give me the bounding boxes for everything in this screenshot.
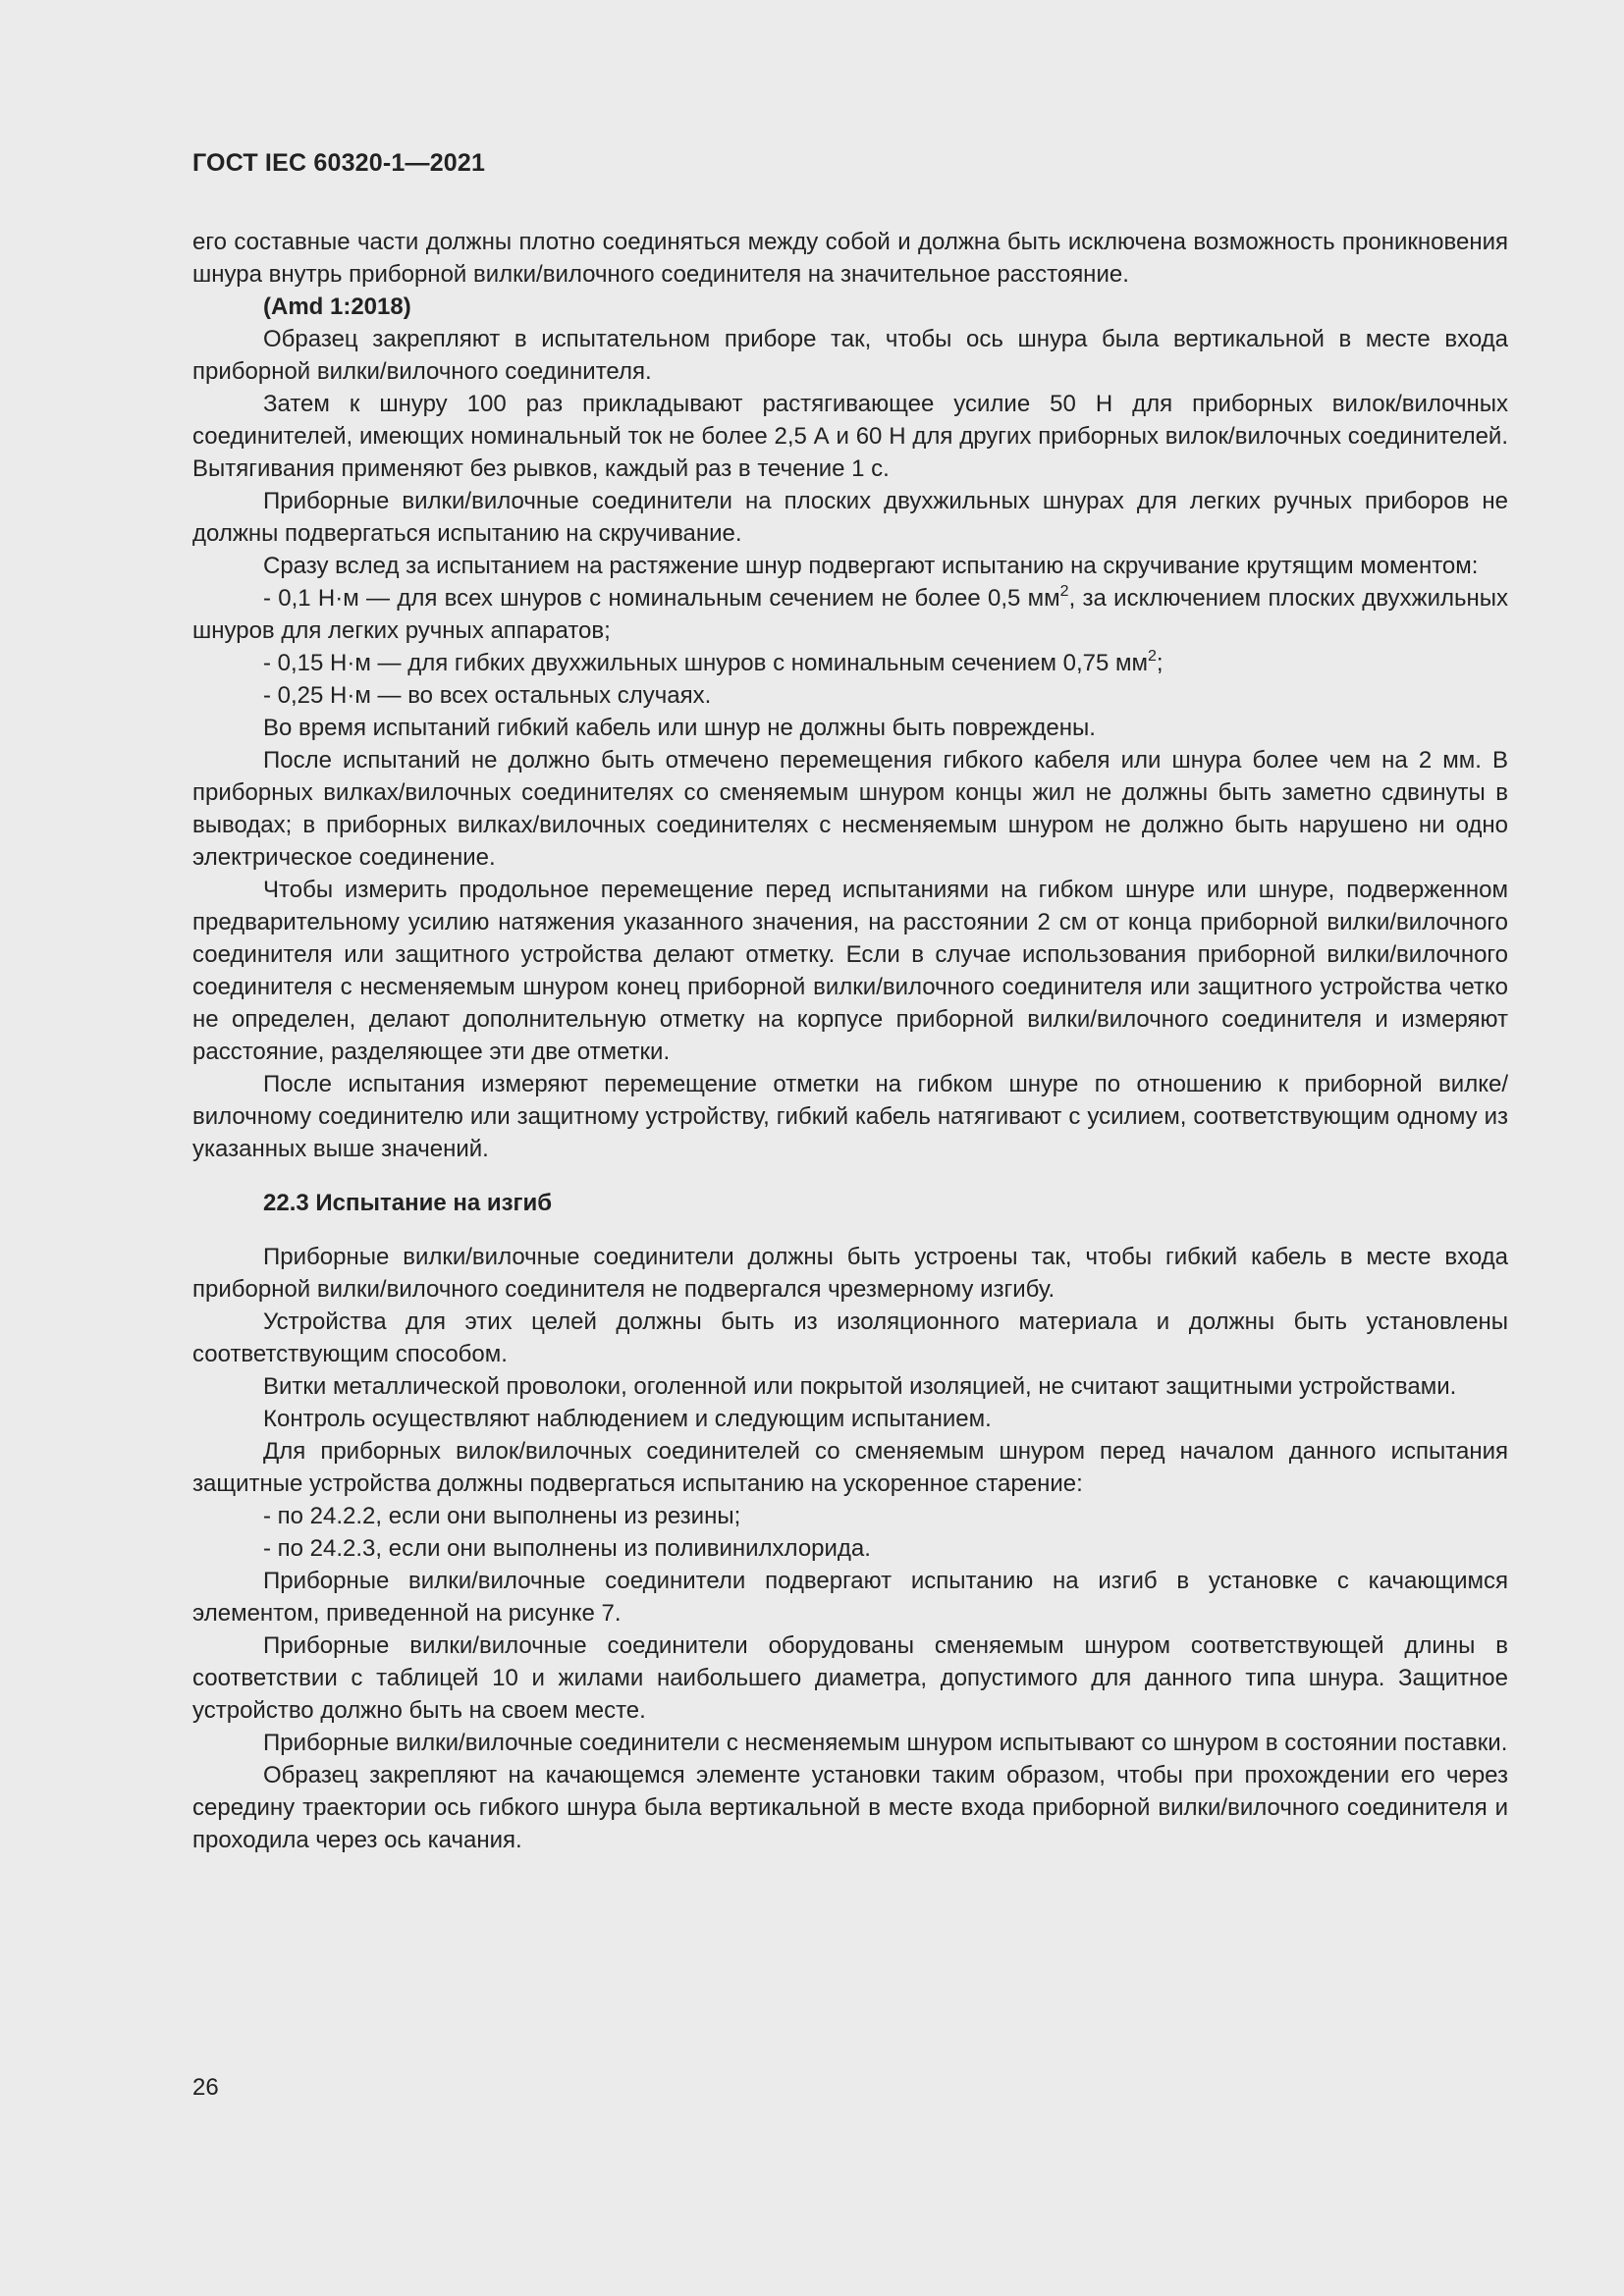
superscript: 2 [1059, 583, 1069, 600]
paragraph: Контроль осуществляют наблюдением и следующим испытанием. [263, 1406, 992, 1432]
section-heading: 22.3 Испытание на изгиб [263, 1190, 553, 1216]
paragraph: Приборные вилки/вилочные соединители на плоских двухжильных шнурах для легких ручных приборов не должны подвергаться испытанию на скручивание. [192, 488, 1508, 547]
document-body [192, 226, 1508, 1856]
paragraph: Витки металлической проволоки, оголенной или покрытой изоляцией, не считают защитными устройствами. [263, 1373, 1457, 1400]
list-item [192, 647, 1508, 679]
paragraph: Сразу вслед за испытанием на растяжение шнур подвергают испытанию на скручивание крутящим моментом: [263, 553, 1479, 579]
document-header: ГОСТ IEC 60320-1—2021 [192, 149, 486, 177]
paragraph: Образец закрепляют на качающемся элементе установки таким образом, чтобы при прохождении его через середину траектории ось гибкого шнура была вертикальной в месте входа приборной вилки/вилочного соединителя и проходила через ось качания. [192, 1762, 1508, 1853]
list-item-text: - 0,1 Н·м — для всех шнуров с номинальным сечением не более 0,5 мм [263, 585, 1060, 612]
page-number: 26 [192, 2074, 219, 2101]
paragraph: Приборные вилки/вилочные соединители с несменяемым шнуром испытывают со шнуром в состоянии поставки. [263, 1730, 1508, 1756]
amendment-note: (Amd 1:2018) [263, 294, 411, 320]
paragraph: После испытаний не должно быть отмечено перемещения гибкого кабеля или шнура более чем на 2 мм. В приборных вилках/вилочных соединителях со сменяемым шнуром концы жил не должны быть заметно сдвинуты в выводах; в приборных вилках/вилочных соединителях с несменяемым шнуром не должно быть нарушено ни одно электрическое соединение. [192, 747, 1508, 871]
paragraph: Чтобы измерить продольное перемещение перед испытаниями на гибком шнуре или шнуре, подверженном предварительному усилию натяжения указанного значения, на расстоянии 2 см от конца приборной вилки/вилочного соединителя или защитного устройства делают отметку. Если в случае использования приборной вилки/вилочного соединителя с несменяемым шнуром конец приборной вилки/вилочного соединителя или защитного устройства четко не определен, делают дополнительную отметку на корпусе приборной вилки/вилочного соединителя и измеряют расстояние, разделяющее эти две отметки. [192, 877, 1508, 1065]
paragraph: Затем к шнуру 100 раз прикладывают растягивающее усилие 50 Н для приборных вилок/вилочных соединителей, имеющих номинальный ток не более 2,5 А и 60 Н для других приборных вилок/вилочных соединителей. Вытягивания применяют без рывков, каждый раз в течение 1 с. [192, 391, 1508, 482]
paragraph: его составные части должны плотно соединяться между собой и должна быть исключена возможность проникновения шнура внутрь приборной вилки/вилочного соединителя на значительное расстояние. [192, 229, 1508, 288]
list-item-text: - 0,15 Н·м — для гибких двухжильных шнуров с номинальным сечением 0,75 мм [263, 650, 1148, 676]
superscript: 2 [1147, 648, 1157, 665]
paragraph: Во время испытаний гибкий кабель или шнур не должны быть повреждены. [263, 715, 1096, 741]
paragraph: Приборные вилки/вилочные соединители подвергают испытанию на изгиб в установке с качающимся элементом, приведенной на рисунке 7. [192, 1568, 1508, 1627]
list-item-text: , за исключением плоских двухжильных шнуров для легких ручных аппаратов; [192, 585, 1508, 644]
list-item: - по 24.2.2, если они выполнены из резины; [263, 1503, 741, 1529]
paragraph: Устройства для этих целей должны быть из изоляционного материала и должны быть установлены соответствующим способом. [192, 1308, 1508, 1367]
list-item: - 0,25 Н·м — во всех остальных случаях. [263, 682, 712, 709]
list-item: - по 24.2.3, если они выполнены из поливинилхлорида. [263, 1535, 871, 1562]
paragraph: Образец закрепляют в испытательном приборе так, чтобы ось шнура была вертикальной в месте входа приборной вилки/вилочного соединителя. [192, 326, 1508, 385]
list-item-text: ; [1156, 650, 1164, 676]
paragraph: Приборные вилки/вилочные соединители должны быть устроены так, чтобы гибкий кабель в месте входа приборной вилки/вилочного соединителя не подвергался чрезмерному изгибу. [192, 1244, 1508, 1303]
paragraph: После испытания измеряют перемещение отметки на гибком шнуре по отношению к приборной вилке/вилочному соединителю или защитному устройству, гибкий кабель натягивают с усилием, соответствующим одному из указанных выше значений. [192, 1071, 1508, 1162]
list-item [192, 582, 1508, 647]
paragraph: Приборные вилки/вилочные соединители оборудованы сменяемым шнуром соответствующей длины в соответствии с таблицей 10 и жилами наибольшего диаметра, допустимого для данного типа шнура. Защитное устройство должно быть на своем месте. [192, 1632, 1508, 1724]
paragraph: Для приборных вилок/вилочных соединителей со сменяемым шнуром перед началом данного испытания защитные устройства должны подвергаться испытанию на ускоренное старение: [192, 1438, 1508, 1497]
